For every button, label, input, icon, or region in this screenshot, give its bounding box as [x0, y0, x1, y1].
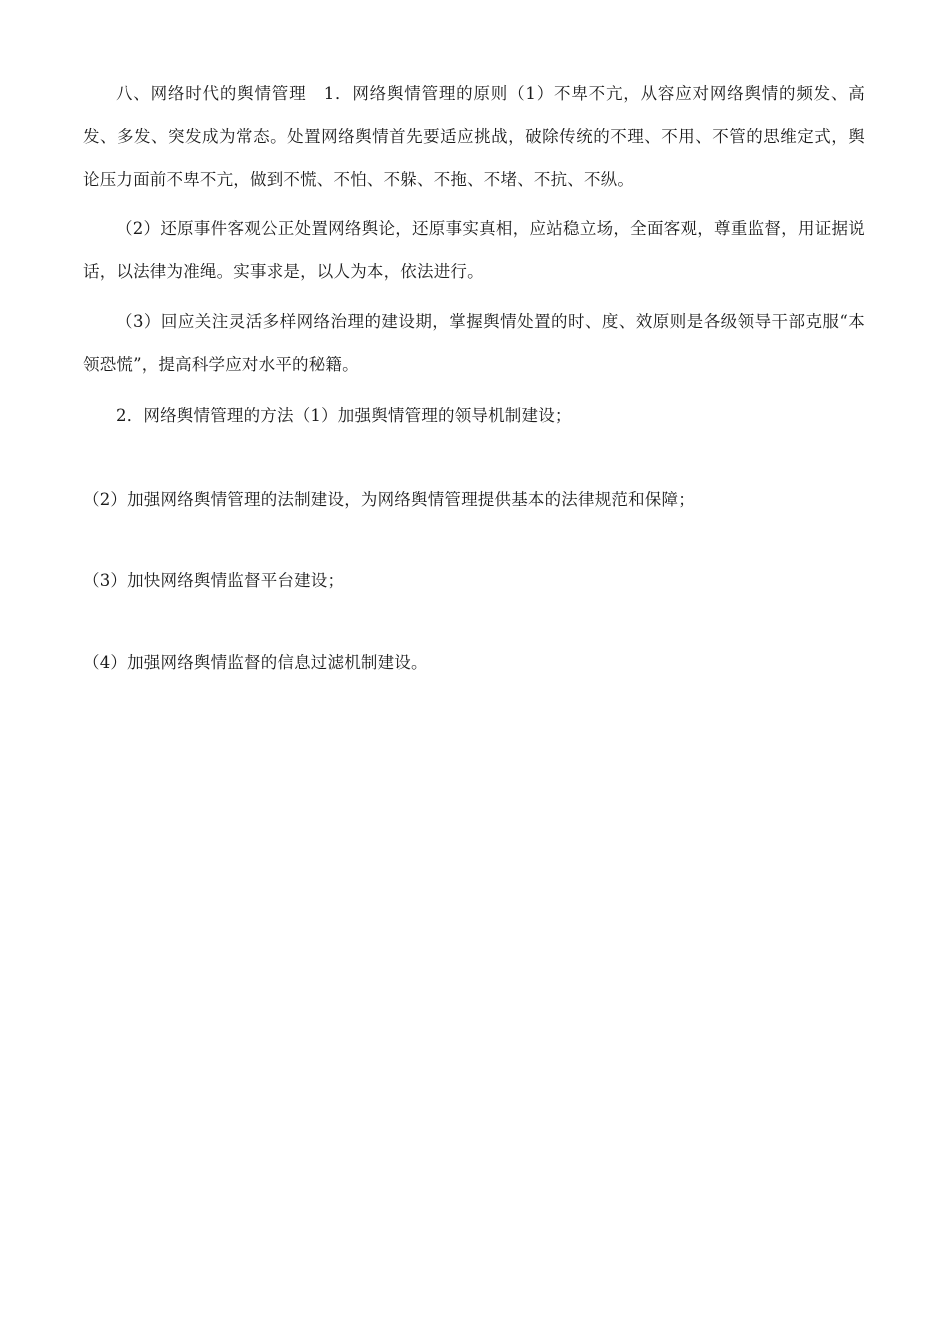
list-item: （3）加快网络舆情监督平台建设； [83, 571, 345, 590]
paragraph-respond-attention: （3）回应关注灵活多样网络治理的建设期，掌握舆情处置的时、度、效原则是各级领导干部克服“本领恐慌”，提高科学应对水平的秘籍。 [83, 312, 865, 374]
paragraph-restore-facts: （2）还原事件客观公正处置网络舆论，还原事实真相，应站稳立场，全面客观，尊重监督，用证据说话，以法律为准绳。实事求是，以人为本，依法进行。 [83, 219, 865, 281]
paragraph-principles: 八、网络时代的舆情管理 1．网络舆情管理的原则（1）不卑不亢，从容应对网络舆情的频发、高发、多发、突发成为常态。处置网络舆情首先要适应挑战，破除传统的不理、不用、不管的思维定式，舆论压力面前不卑不亢，做到不慌、不怕、不躲、不拖、不堵、不抗、不纵。 [83, 84, 865, 189]
paragraph-methods: 2．网络舆情管理的方法（1）加强舆情管理的领导机制建设； [116, 406, 572, 425]
list-item: （2）加强网络舆情管理的法制建设，为网络舆情管理提供基本的法律规范和保障； [83, 490, 695, 509]
list-item: （4）加强网络舆情监督的信息过滤机制建设。 [83, 653, 428, 672]
